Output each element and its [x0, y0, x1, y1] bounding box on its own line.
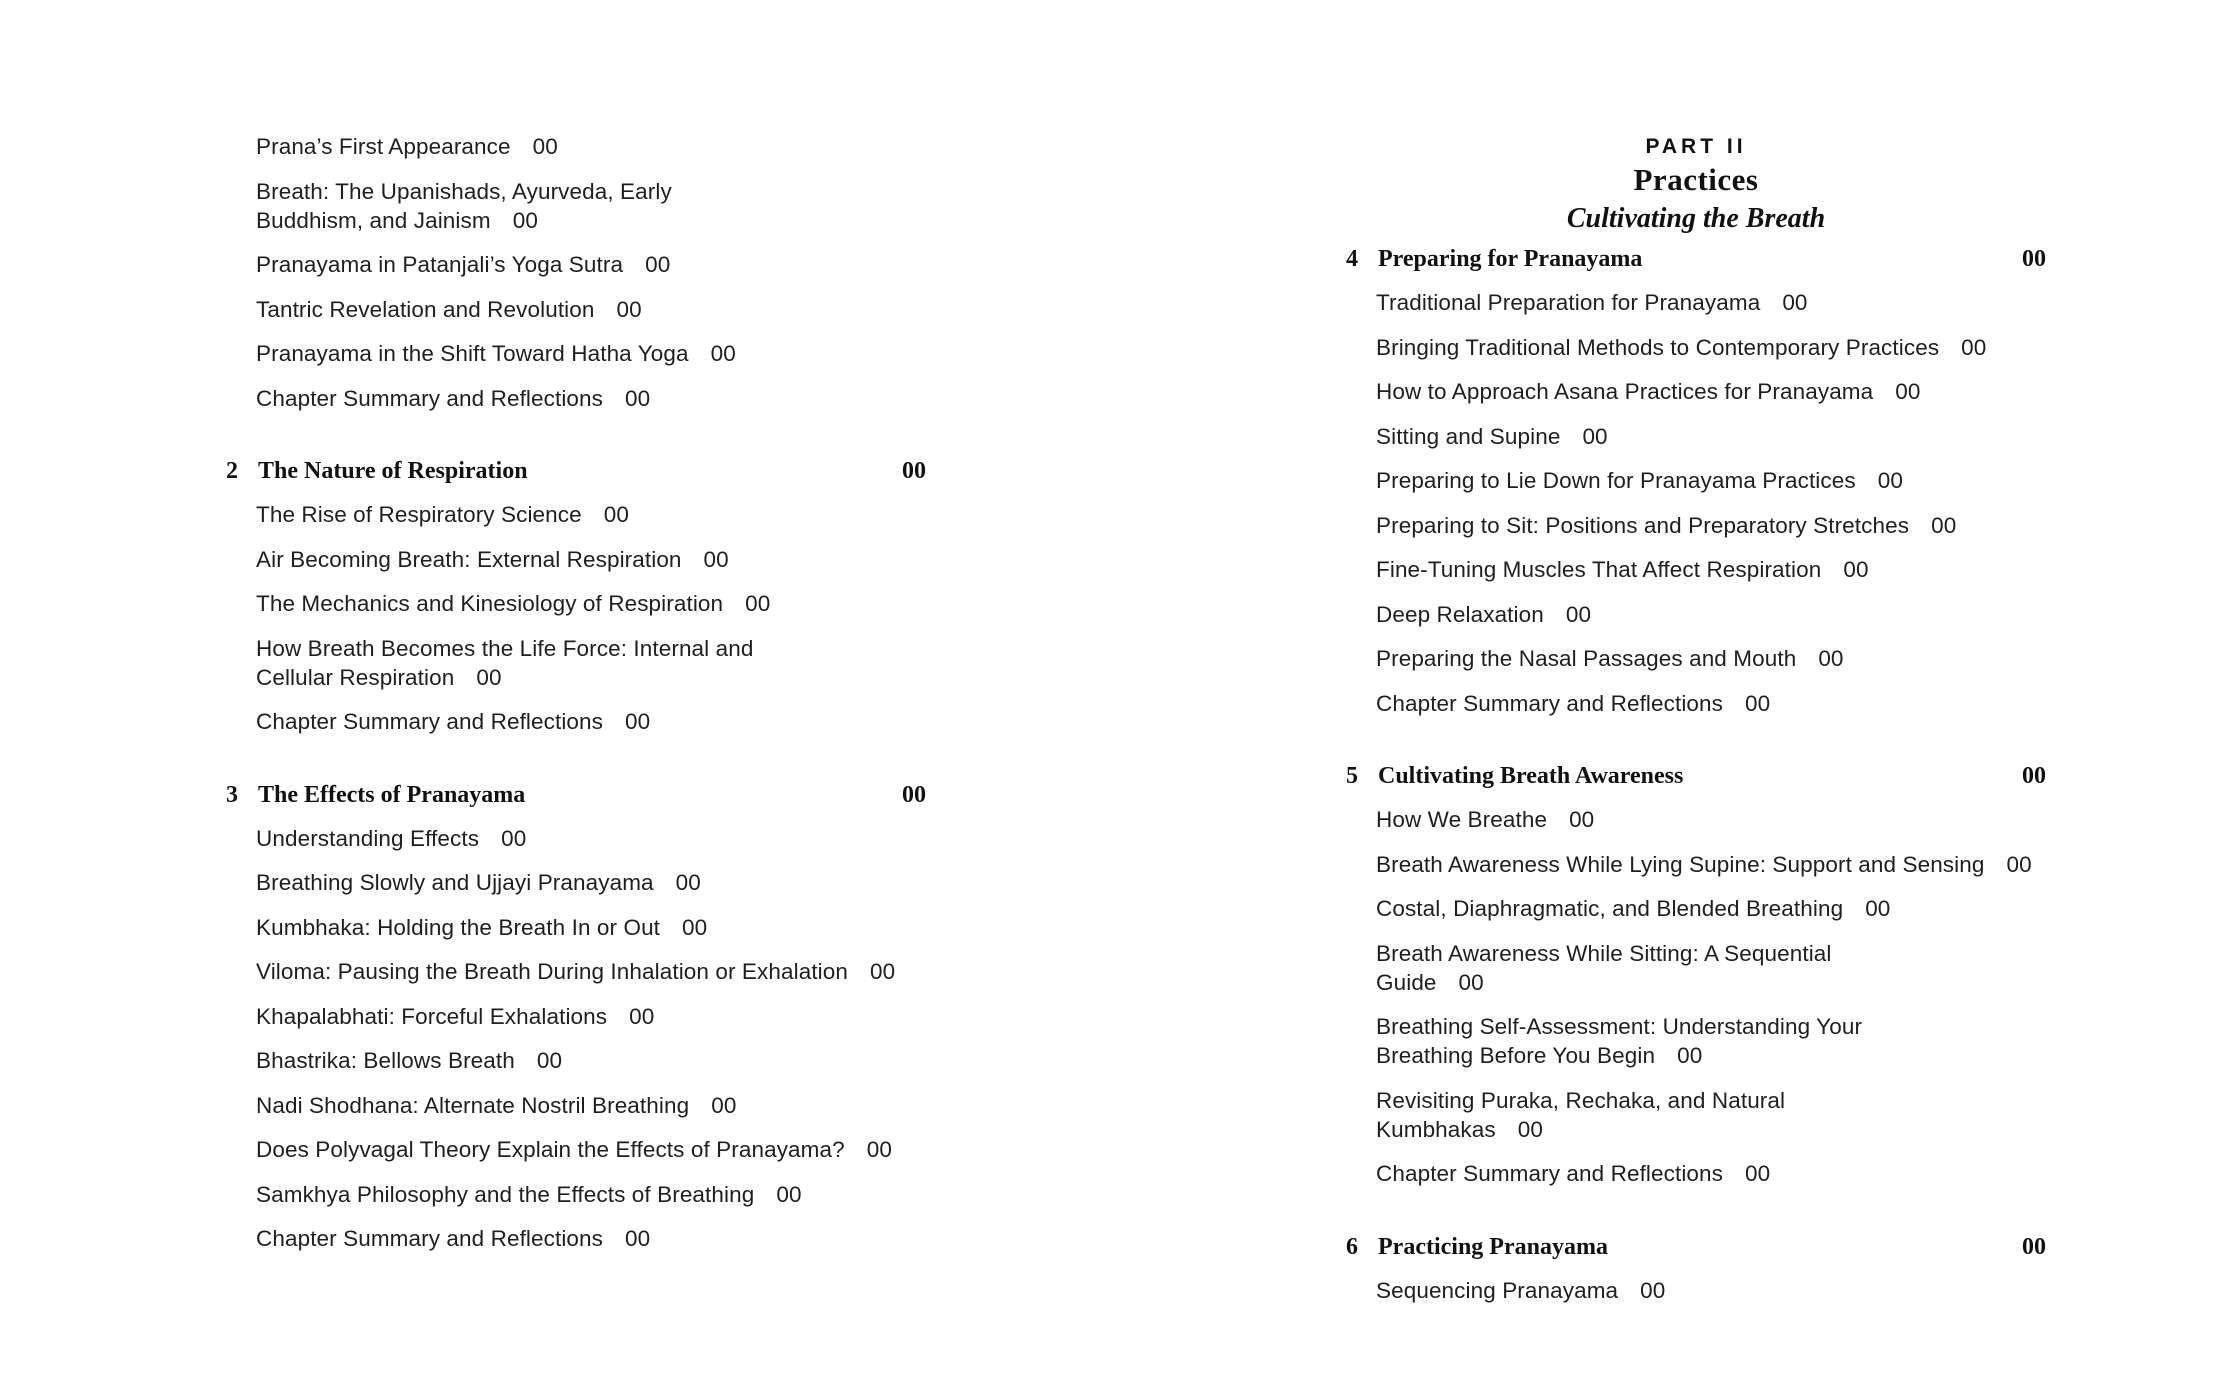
toc-entry[interactable]: Chapter Summary and Reflections 00	[256, 385, 651, 411]
page-number: 00	[1895, 379, 1921, 404]
chapter-heading[interactable]	[1346, 761, 2046, 791]
toc-entry[interactable]: Preparing the Nasal Passages and Mouth 00	[1376, 646, 1844, 671]
page-number: 00	[2006, 851, 2032, 877]
chapter-heading[interactable]	[1346, 244, 2046, 274]
page-number: 00	[1565, 601, 1592, 627]
chapter-number: 6	[1346, 1233, 1358, 1260]
page-number: 00	[745, 591, 771, 616]
toc-entry[interactable]: Breath: The Upanishads, Ayurveda, Early Buddhism, and Jainism 00	[256, 178, 672, 233]
chapter-heading[interactable]	[1346, 1232, 2046, 1262]
toc-entry[interactable]: The Rise of Respiratory Science 00	[256, 502, 629, 527]
page-number: 00	[1745, 1161, 1771, 1186]
toc-entry[interactable]: Understanding Effects 00	[256, 825, 527, 851]
page-number: 00	[625, 709, 651, 734]
chapter-heading[interactable]	[226, 780, 926, 810]
page-number: 00	[512, 207, 538, 233]
page-number: 00	[625, 385, 651, 411]
page-number: 00	[501, 825, 527, 851]
page-number: 00	[1677, 1043, 1703, 1068]
page-number: 00	[711, 1092, 737, 1118]
page-number: 00	[710, 341, 736, 366]
chapter-number: 3	[226, 781, 238, 808]
toc-entry[interactable]: Khapalabhati: Forceful Exhalations 00	[256, 1003, 655, 1029]
toc-entry[interactable]: Costal, Diaphragmatic, and Blended Breathing 00	[1376, 896, 1891, 921]
chapter-page-number: 00	[2022, 1233, 2046, 1260]
chapter-page-number: 00	[902, 458, 926, 484]
page-number: 00	[603, 502, 629, 527]
toc-entry[interactable]: Samkhya Philosophy and the Effects of Breathing 00	[256, 1181, 802, 1207]
toc-entry[interactable]: How Breath Becomes the Life Force: Internal and Cellular Respiration 00	[256, 635, 754, 690]
toc-entry[interactable]: The Mechanics and Kinesiology of Respiration 00	[256, 591, 771, 616]
page-number: 00	[1877, 468, 1903, 493]
chapter-number: 2	[226, 458, 238, 484]
toc-entry[interactable]: Fine-Tuning Muscles That Affect Respiration 00	[1376, 557, 1869, 582]
toc-entry[interactable]: Chapter Summary and Reflections 00	[256, 1226, 651, 1251]
toc-entry[interactable]: Breath Awareness While Lying Supine: Support and Sensing 00	[1376, 851, 2032, 877]
page-number: 00	[1745, 690, 1771, 716]
page-number: 00	[629, 1003, 655, 1029]
toc-entry[interactable]: Prana’s First Appearance 00	[256, 134, 558, 159]
toc-entry[interactable]: Pranayama in the Shift Toward Hatha Yoga 00	[256, 341, 736, 366]
part-subtitle: Cultivating the Breath	[1566, 203, 1826, 234]
page-number: 00	[1517, 1116, 1543, 1142]
part-label: PART II	[1645, 135, 1747, 158]
toc-entry[interactable]: Air Becoming Breath: External Respiration 00	[256, 546, 729, 572]
toc-entry[interactable]: Breath Awareness While Sitting: A Sequential Guide 00	[1376, 940, 1832, 995]
chapter-heading[interactable]	[226, 456, 926, 486]
page-number: 00	[1582, 423, 1608, 449]
page-number: 00	[870, 959, 896, 984]
toc-entry[interactable]: Viloma: Pausing the Breath During Inhalation or Exhalation 00	[256, 959, 896, 984]
chapter-3-section	[226, 780, 926, 1254]
toc-entry[interactable]: Does Polyvagal Theory Explain the Effects of Pranayama? 00	[256, 1137, 892, 1162]
toc-entry[interactable]: Chapter Summary and Reflections 00	[1376, 690, 1771, 716]
toc-entry[interactable]: Preparing to Lie Down for Pranayama Practices 00	[1376, 468, 1903, 493]
toc-entry[interactable]: Sequencing Pranayama 00	[1376, 1277, 1666, 1303]
chapter-title: The Effects of Pranayama	[258, 781, 526, 808]
toc-entry[interactable]: Pranayama in Patanjali’s Yoga Sutra 00	[256, 252, 671, 277]
page-number: 00	[536, 1048, 563, 1073]
page-number: 00	[703, 546, 729, 572]
chapter-page-number: 00	[902, 781, 926, 808]
page-number: 00	[1640, 1277, 1666, 1303]
part-title: Practices	[1633, 162, 1759, 197]
chapter-title: Preparing for Pranayama	[1378, 246, 1643, 272]
toc-entry[interactable]: Sitting and Supine 00	[1376, 423, 1608, 449]
page-number: 00	[866, 1137, 892, 1162]
toc-entry[interactable]: Deep Relaxation 00	[1376, 601, 1592, 627]
toc-entry[interactable]: Breathing Self-Assessment: Understanding Your Breathing Before You Begin 00	[1376, 1014, 1863, 1068]
chapter-number: 4	[1346, 246, 1358, 272]
chapter-page-number: 00	[2022, 763, 2046, 789]
page-number: 00	[616, 296, 642, 322]
page-number: 00	[532, 134, 558, 159]
toc-entry[interactable]: Preparing to Sit: Positions and Preparatory Stretches 00	[1376, 512, 1957, 538]
intro-section	[226, 132, 926, 413]
toc-entry[interactable]: Nadi Shodhana: Alternate Nostril Breathing 00	[256, 1092, 737, 1118]
toc-entry[interactable]: Chapter Summary and Reflections 00	[1376, 1161, 1771, 1186]
chapter-6-section	[1346, 1232, 2046, 1305]
chapter-4-section	[1346, 244, 2046, 718]
toc-entry[interactable]: Tantric Revelation and Revolution 00	[256, 296, 642, 322]
page-number: 00	[625, 1226, 651, 1251]
toc-entry[interactable]: Bringing Traditional Methods to Contemporary Practices 00	[1376, 334, 1987, 360]
toc-entry[interactable]: Bhastrika: Bellows Breath 00	[256, 1048, 563, 1073]
toc-entry[interactable]: Kumbhaka: Holding the Breath In or Out 00	[256, 914, 708, 940]
page-number: 00	[1961, 334, 1987, 360]
chapter-title: Cultivating Breath Awareness	[1378, 763, 1684, 789]
page-number: 00	[682, 914, 708, 940]
page-number: 00	[1569, 807, 1595, 832]
page-number: 00	[1782, 290, 1808, 315]
page-number: 00	[675, 870, 701, 895]
chapter-page-number: 00	[2022, 246, 2046, 272]
page-number: 00	[1931, 512, 1957, 538]
page-number: 00	[776, 1181, 802, 1207]
chapter-title: Practicing Pranayama	[1378, 1233, 1608, 1260]
toc-entry[interactable]: How We Breathe 00	[1376, 807, 1595, 832]
chapter-number: 5	[1346, 763, 1358, 789]
page-number: 00	[476, 664, 502, 690]
page-number: 00	[1458, 969, 1484, 995]
page-number: 00	[645, 252, 671, 277]
left-page	[226, 132, 926, 1269]
toc-entry[interactable]: Chapter Summary and Reflections 00	[256, 709, 651, 734]
chapter-5-section	[1346, 761, 2046, 1188]
chapter-2-section	[226, 456, 926, 736]
page-number: 00	[1843, 557, 1869, 582]
toc-entry[interactable]: How to Approach Asana Practices for Pranayama 00	[1376, 379, 1921, 404]
toc-entry[interactable]: Traditional Preparation for Pranayama 00	[1376, 290, 1808, 315]
part-header	[1346, 134, 2046, 238]
chapter-title: The Nature of Respiration	[258, 458, 528, 484]
page-number: 00	[1865, 896, 1891, 921]
toc-entry[interactable]: Breathing Slowly and Ujjayi Pranayama 00	[256, 870, 701, 895]
toc-entry[interactable]: Revisiting Puraka, Rechaka, and Natural Kumbhakas 00	[1376, 1087, 1786, 1142]
page-number: 00	[1818, 646, 1844, 671]
right-page	[1346, 132, 2046, 1320]
